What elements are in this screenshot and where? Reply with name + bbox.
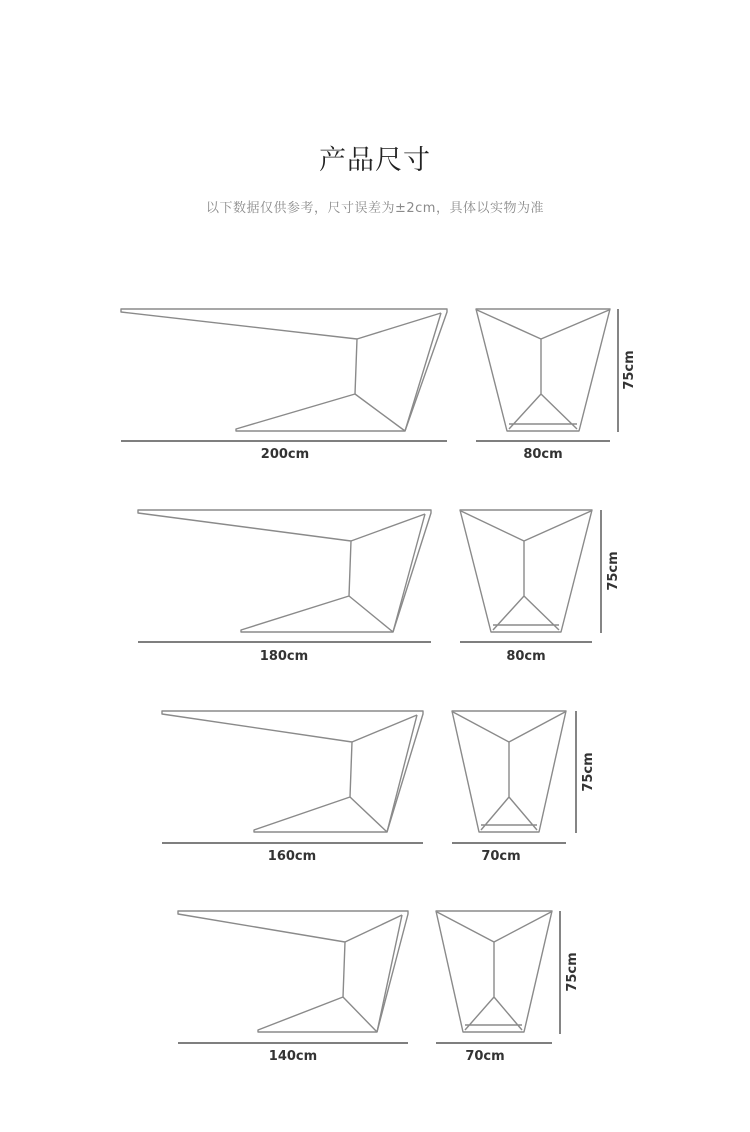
depth-label: 70cm bbox=[465, 1049, 505, 1064]
length-label: 140cm bbox=[268, 1049, 318, 1064]
size-row-4 bbox=[178, 911, 580, 1064]
desk-end-view bbox=[452, 711, 566, 832]
height-label: 75cm bbox=[565, 952, 580, 992]
height-label: 75cm bbox=[622, 350, 637, 390]
depth-label: 70cm bbox=[481, 849, 521, 864]
length-label: 200cm bbox=[260, 447, 310, 462]
desk-side-view bbox=[162, 711, 423, 832]
depth-label: 80cm bbox=[523, 447, 563, 462]
size-row-2 bbox=[138, 510, 621, 664]
size-row-1 bbox=[121, 309, 637, 462]
desk-side-view bbox=[138, 510, 431, 632]
desk-side-view bbox=[178, 911, 408, 1032]
size-row-3 bbox=[162, 711, 596, 864]
desk-side-view bbox=[121, 309, 447, 431]
desk-end-view bbox=[460, 510, 592, 632]
desk-end-view bbox=[436, 911, 552, 1032]
length-label: 160cm bbox=[267, 849, 317, 864]
page-subtitle: 以下数据仅供参考，尺寸误差为±2cm，具体以实物为准 bbox=[206, 201, 544, 216]
page-title: 产品尺寸 bbox=[319, 145, 431, 176]
length-label: 180cm bbox=[259, 649, 309, 664]
desk-end-view bbox=[476, 309, 610, 431]
height-label: 75cm bbox=[581, 752, 596, 792]
depth-label: 80cm bbox=[506, 649, 546, 664]
height-label: 75cm bbox=[606, 551, 621, 591]
